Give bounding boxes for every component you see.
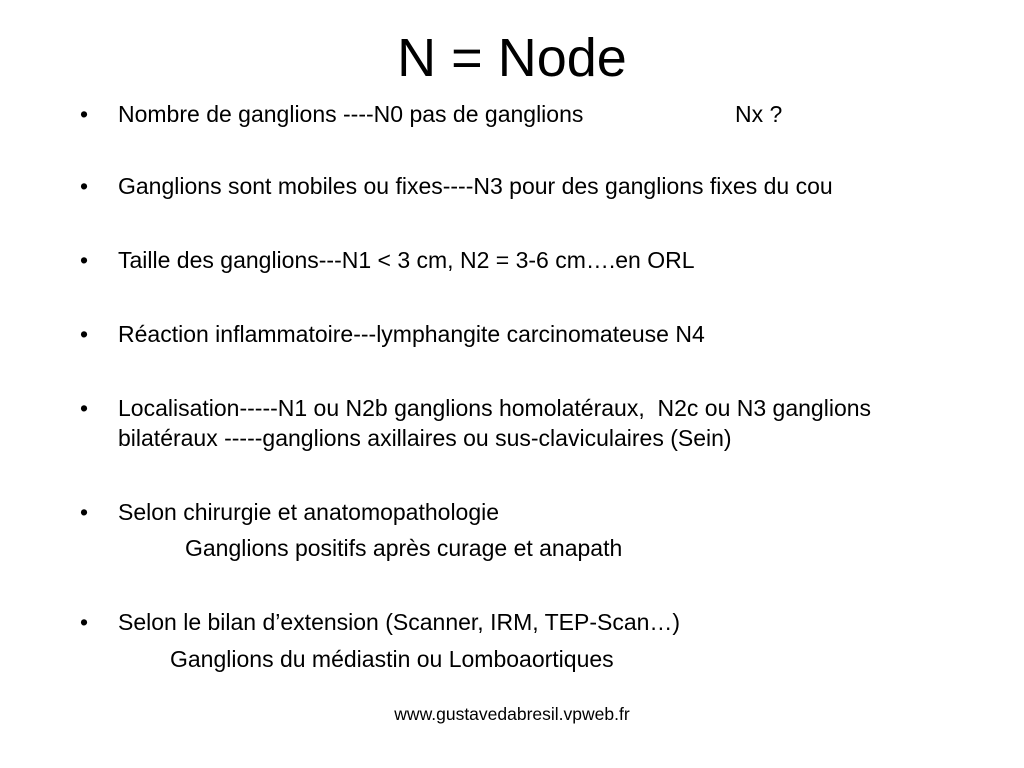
bullet-1-text: Nombre de ganglions ----N0 pas de ganglions [118,101,584,127]
bullet-5-text-line-1: Localisation-----N1 ou N2b ganglions homolatéraux, N2c ou N3 ganglions [118,395,872,421]
bullet-1-right-text: Nx ? [735,101,783,127]
bullet-6-text: Selon chirurgie et anatomopathologie [118,499,500,525]
bullet-5-marker: • [80,395,89,421]
bullet-4-marker: • [80,321,89,347]
bullet-7-text: Selon le bilan d’extension (Scanner, IRM, TEP-Scan…) [118,609,681,635]
footer-url: www.gustavedabresil.vpweb.fr [394,704,630,724]
bullet-7-marker: • [80,609,89,635]
bullet-3-marker: • [80,247,89,273]
bullet-3-text: Taille des ganglions---N1 < 3 cm, N2 = 3-6 cm….en ORL [118,247,695,273]
bullet-7-subtext: Ganglions du médiastin ou Lomboaortiques [170,646,614,672]
bullet-5-text-line-2: bilatéraux -----ganglions axillaires ou sus-claviculaires (Sein) [118,425,732,451]
bullet-1-marker: • [80,101,89,127]
bullet-4-text: Réaction inflammatoire---lymphangite carcinomateuse N4 [118,321,705,347]
bullet-6-marker: • [80,499,89,525]
slide-title: N = Node [397,28,627,88]
bullet-2-text: Ganglions sont mobiles ou fixes----N3 pour des ganglions fixes du cou [118,173,833,199]
bullet-2-marker: • [80,173,89,199]
bullet-6-subtext: Ganglions positifs après curage et anapath [185,535,623,561]
